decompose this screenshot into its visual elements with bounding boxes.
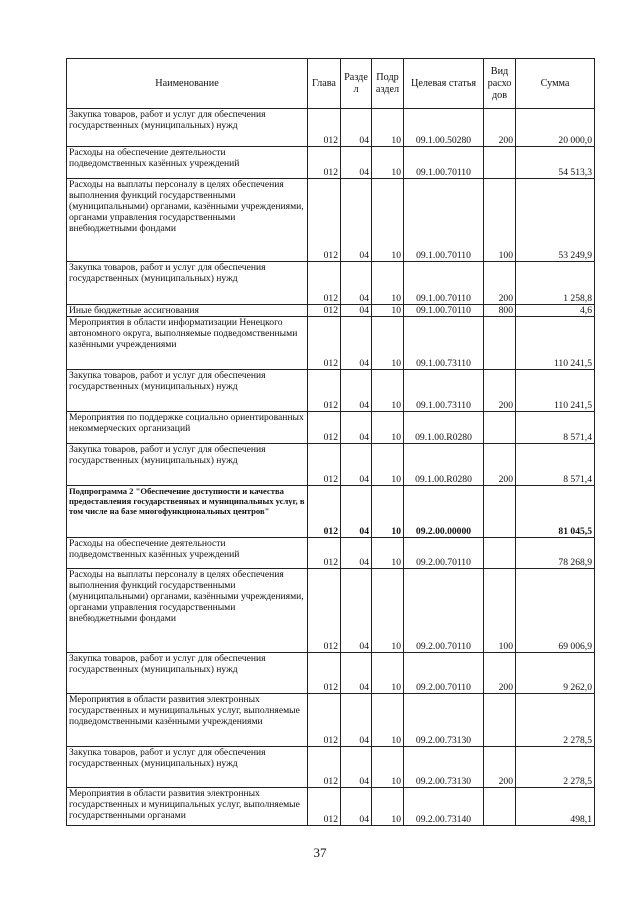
row-name: Мероприятия в области информатизации Ненецкого автономного округа, выполняемые подведомственными казёнными учреждениями (67, 317, 308, 370)
row-chapter: 012 (308, 486, 341, 538)
row-name: Мероприятия в области развития электронных государственных и муниципальных услуг, выполняемые подведомственными казёнными учреждениями (67, 694, 308, 747)
row-target: 09.1.00.70110 (404, 179, 484, 262)
header-sum: Сумма (516, 59, 595, 109)
row-name: Расходы на выплаты персоналу в целях обеспечения выполнения функций государственными (муниципальными) органами, казёнными учреждениями, органами управления государственными внебюджетными фондами (67, 569, 308, 653)
row-sum: 110 241,5 (516, 370, 595, 412)
row-section: 04 (341, 262, 372, 305)
row-kind (484, 486, 516, 538)
row-chapter: 012 (308, 747, 341, 788)
budget-table (66, 58, 595, 826)
row-sum: 8 571,4 (516, 444, 595, 486)
row-subsection: 10 (372, 317, 404, 370)
row-chapter: 012 (308, 305, 341, 317)
row-kind (484, 412, 516, 444)
row-sum: 498,1 (516, 788, 595, 826)
table-row (67, 317, 595, 370)
row-sum: 20 000,0 (516, 109, 595, 147)
row-kind: 200 (484, 444, 516, 486)
row-chapter: 012 (308, 653, 341, 694)
table-row (67, 788, 595, 826)
header-chapter: Глава (308, 59, 341, 109)
table-row (67, 569, 595, 653)
row-target: 09.2.00.73140 (404, 788, 484, 826)
row-section: 04 (341, 147, 372, 179)
row-kind: 100 (484, 569, 516, 653)
row-target: 09.1.00.R0280 (404, 412, 484, 444)
row-name: Закупка товаров, работ и услуг для обеспечения государственных (муниципальных) нужд (67, 653, 308, 694)
row-subsection: 10 (372, 147, 404, 179)
row-chapter: 012 (308, 317, 341, 370)
row-chapter: 012 (308, 262, 341, 305)
table-row (67, 262, 595, 305)
row-name: Расходы на выплаты персоналу в целях обеспечения выполнения функций государственными (муниципальными) органами, казёнными учреждениями, органами управления государственными внебюджетными фондами (67, 179, 308, 262)
table-header-row (67, 59, 595, 109)
table-row (67, 370, 595, 412)
row-subsection: 10 (372, 444, 404, 486)
row-section: 04 (341, 109, 372, 147)
row-section: 04 (341, 179, 372, 262)
row-target: 09.2.00.70110 (404, 653, 484, 694)
table-row (67, 694, 595, 747)
row-subsection: 10 (372, 370, 404, 412)
header-subsection: Подр аздел (372, 59, 404, 109)
row-kind: 100 (484, 179, 516, 262)
row-name: Мероприятия по поддержке социально ориентированных некоммерческих организаций (67, 412, 308, 444)
header-target: Целевая статья (404, 59, 484, 109)
row-target: 09.1.00.73110 (404, 370, 484, 412)
row-sum: 69 006,9 (516, 569, 595, 653)
row-kind (484, 538, 516, 569)
row-name: Закупка товаров, работ и услуг для обеспечения государственных (муниципальных) нужд (67, 109, 308, 147)
row-target: 09.2.00.73130 (404, 747, 484, 788)
row-subsection: 10 (372, 538, 404, 569)
row-sum: 4,6 (516, 305, 595, 317)
row-chapter: 012 (308, 179, 341, 262)
table-row (67, 179, 595, 262)
row-name: Подпрограмма 2 "Обеспечение доступности и качества предоставления государственных и муниципальных услуг, в том числе на базе многофункциональных центров" (67, 486, 308, 538)
row-kind: 200 (484, 370, 516, 412)
row-chapter: 012 (308, 788, 341, 826)
row-sum: 78 268,9 (516, 538, 595, 569)
row-sum: 2 278,5 (516, 747, 595, 788)
row-target: 09.1.00.50280 (404, 109, 484, 147)
row-sum: 54 513,3 (516, 147, 595, 179)
row-name: Закупка товаров, работ и услуг для обеспечения государственных (муниципальных) нужд (67, 747, 308, 788)
row-chapter: 012 (308, 147, 341, 179)
row-subsection: 10 (372, 412, 404, 444)
row-subsection: 10 (372, 653, 404, 694)
row-chapter: 012 (308, 109, 341, 147)
table-row (67, 444, 595, 486)
row-kind (484, 788, 516, 826)
table-row (67, 653, 595, 694)
row-sum: 8 571,4 (516, 412, 595, 444)
table-row (67, 109, 595, 147)
row-section: 04 (341, 444, 372, 486)
page-number: 37 (313, 845, 327, 860)
table-row (67, 147, 595, 179)
row-name: Расходы на обеспечение деятельности подведомственных казённых учреждений (67, 147, 308, 179)
row-kind (484, 147, 516, 179)
row-target: 09.2.00.70110 (404, 569, 484, 653)
row-target: 09.1.00.R0280 (404, 444, 484, 486)
row-kind: 200 (484, 653, 516, 694)
row-name: Закупка товаров, работ и услуг для обеспечения государственных (муниципальных) нужд (67, 444, 308, 486)
row-target: 09.1.00.70110 (404, 147, 484, 179)
row-chapter: 012 (308, 694, 341, 747)
row-chapter: 012 (308, 538, 341, 569)
row-target: 09.2.00.70110 (404, 538, 484, 569)
row-kind (484, 694, 516, 747)
row-sum: 81 045,5 (516, 486, 595, 538)
row-chapter: 012 (308, 444, 341, 486)
row-chapter: 012 (308, 569, 341, 653)
row-target: 09.1.00.73110 (404, 317, 484, 370)
row-sum: 2 278,5 (516, 694, 595, 747)
row-subsection: 10 (372, 694, 404, 747)
row-subsection: 10 (372, 109, 404, 147)
row-target: 09.2.00.00000 (404, 486, 484, 538)
row-name: Мероприятия в области развития электронных государственных и муниципальных услуг, выполняемые государственными органами (67, 788, 308, 826)
header-kind: Вид расхо дов (484, 59, 516, 109)
row-section: 04 (341, 538, 372, 569)
row-name: Иные бюджетные ассигнования (67, 305, 308, 317)
row-kind: 200 (484, 747, 516, 788)
row-target: 09.1.00.70110 (404, 262, 484, 305)
row-sum: 9 262,0 (516, 653, 595, 694)
budget-table-container (66, 58, 594, 826)
row-section: 04 (341, 412, 372, 444)
row-section: 04 (341, 370, 372, 412)
row-target: 09.2.00.73130 (404, 694, 484, 747)
row-section: 04 (341, 317, 372, 370)
row-section: 04 (341, 486, 372, 538)
table-row (67, 538, 595, 569)
row-sum: 1 258,8 (516, 262, 595, 305)
row-subsection: 10 (372, 262, 404, 305)
row-kind (484, 317, 516, 370)
row-section: 04 (341, 788, 372, 826)
table-row (67, 747, 595, 788)
row-subsection: 10 (372, 747, 404, 788)
row-chapter: 012 (308, 370, 341, 412)
row-target: 09.1.00.70110 (404, 305, 484, 317)
table-row (67, 305, 595, 317)
row-subsection: 10 (372, 486, 404, 538)
table-body (67, 109, 595, 826)
row-name: Закупка товаров, работ и услуг для обеспечения государственных (муниципальных) нужд (67, 370, 308, 412)
table-row (67, 412, 595, 444)
row-subsection: 10 (372, 179, 404, 262)
row-section: 04 (341, 305, 372, 317)
row-section: 04 (341, 694, 372, 747)
row-name: Закупка товаров, работ и услуг для обеспечения государственных (муниципальных) нужд (67, 262, 308, 305)
header-name: Наименование (67, 59, 308, 109)
row-section: 04 (341, 747, 372, 788)
row-section: 04 (341, 569, 372, 653)
table-row (67, 486, 595, 538)
row-subsection: 10 (372, 569, 404, 653)
row-kind: 200 (484, 109, 516, 147)
row-sum: 110 241,5 (516, 317, 595, 370)
row-chapter: 012 (308, 412, 341, 444)
row-subsection: 10 (372, 305, 404, 317)
row-name: Расходы на обеспечение деятельности подведомственных казённых учреждений (67, 538, 308, 569)
row-sum: 53 249,9 (516, 179, 595, 262)
row-kind: 800 (484, 305, 516, 317)
header-section: Разде л (341, 59, 372, 109)
row-section: 04 (341, 653, 372, 694)
row-subsection: 10 (372, 788, 404, 826)
row-kind: 200 (484, 262, 516, 305)
